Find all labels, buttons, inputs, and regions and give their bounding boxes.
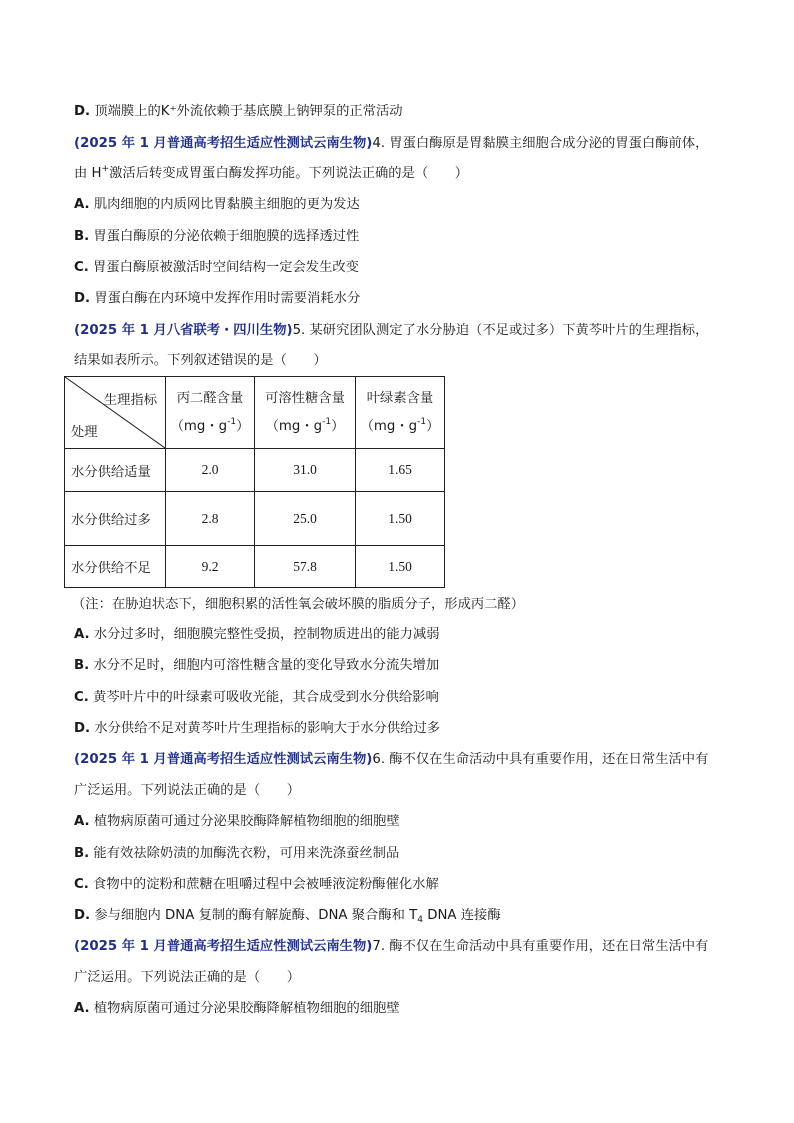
q5-option-a: A. 水分过多时，细胞膜完整性受损，控制物质进出的能力减弱 (74, 627, 440, 642)
col-header-chlorophyll: 叶绿素含量 （mg・$g^{-1}$） (356, 377, 445, 449)
q4-option-b: B. 胃蛋白酶原的分泌依赖于细胞膜的选择透过性 (74, 229, 360, 244)
q6-stem-line1: (2025 年 1 月普通高考招生适应性测试云南生物)6. 酶不仅在生命活动中具有重要作用，还在日常生活中有 (74, 752, 709, 767)
q6-source: (2025 年 1 月普通高考招生适应性测试云南生物) (74, 752, 373, 767)
table-diagonal-header: 生理指标 处理 (65, 377, 166, 449)
q4-option-d: D. 胃蛋白酶在内环境中发挥作用时需要消耗水分 (74, 291, 361, 306)
q4-stem-line2: 由 H+激活后转变成胃蛋白酶发挥功能。下列说法正确的是（ ） (74, 164, 469, 181)
q6-option-d: D. 参与细胞内 DNA 复制的酶有解旋酶、DNA 聚合酶和 $T_4$ DNA 连接酶 (74, 908, 501, 925)
q5-option-c: C. 黄芩叶片中的叶绿素可吸收光能，其合成受到水分供给影响 (74, 690, 439, 705)
q4-stem-line1: (2025 年 1 月普通高考招生适应性测试云南生物)4. 胃蛋白酶原是胃黏膜主细胞合成分泌的胃蛋白酶前体， (74, 136, 709, 151)
q4-option-a: A. 肌肉细胞的内质网比胃黏膜主细胞的更为发达 (74, 197, 360, 212)
q5-source: (2025 年 1 月八省联考・四川生物) (74, 323, 293, 338)
q3-option-d: D. 顶端膜上的K⁺外流依赖于基底膜上钠钾泵的正常活动 (74, 104, 403, 119)
q6-option-b: B. 能有效祛除奶渍的加酶洗衣粉，可用来洗涤蚕丝制品 (74, 846, 400, 861)
q6-option-a: A. 植物病原菌可通过分泌果胶酶降解植物细胞的细胞壁 (74, 814, 400, 829)
col-header-sugar: 可溶性糖含量 （mg・$g^{-1}$） (255, 377, 356, 449)
q5-stem-line2: 结果如表所示。下列叙述错误的是（ ） (74, 353, 327, 368)
q6-option-c: C. 食物中的淀粉和蔗糖在咀嚼过程中会被唾液淀粉酶催化水解 (74, 877, 439, 892)
q7-stem-line1: (2025 年 1 月普通高考招生适应性测试云南生物)7. 酶不仅在生命活动中具有重要作用，还在日常生活中有 (74, 939, 709, 954)
q7-source: (2025 年 1 月普通高考招生适应性测试云南生物) (74, 939, 373, 954)
q6-stem-line2: 广泛运用。下列说法正确的是（ ） (74, 783, 301, 798)
q7-stem-line2: 广泛运用。下列说法正确的是（ ） (74, 970, 301, 985)
q5-stem-line1: (2025 年 1 月八省联考・四川生物)5. 某研究团队测定了水分胁迫（不足或过多）下黄芩叶片的生理指标， (74, 323, 709, 338)
q4-source: (2025 年 1 月普通高考招生适应性测试云南生物) (74, 136, 373, 151)
q4-option-c: C. 胃蛋白酶原被激活时空间结构一定会发生改变 (74, 260, 359, 275)
col-header-mda: 丙二醛含量 （mg・$g^{-1}$） (166, 377, 255, 449)
table-row: 水分供给适量 2.0 31.0 1.65 (65, 449, 445, 492)
q5-option-b: B. 水分不足时，细胞内可溶性糖含量的变化导致水分流失增加 (74, 658, 440, 673)
q5-option-d: D. 水分供给不足对黄芩叶片生理指标的影响大于水分供给过多 (74, 721, 441, 736)
q7-option-a: A. 植物病原菌可通过分泌果胶酶降解植物细胞的细胞壁 (74, 1001, 400, 1016)
q5-note: （注：在胁迫状态下，细胞积累的活性氧会破坏膜的脂质分子，形成丙二醛） (72, 597, 525, 612)
table-row: 水分供给过多 2.8 25.0 1.50 (65, 492, 445, 546)
table-row: 水分供给不足 9.2 57.8 1.50 (65, 546, 445, 588)
q5-data-table (64, 376, 445, 588)
